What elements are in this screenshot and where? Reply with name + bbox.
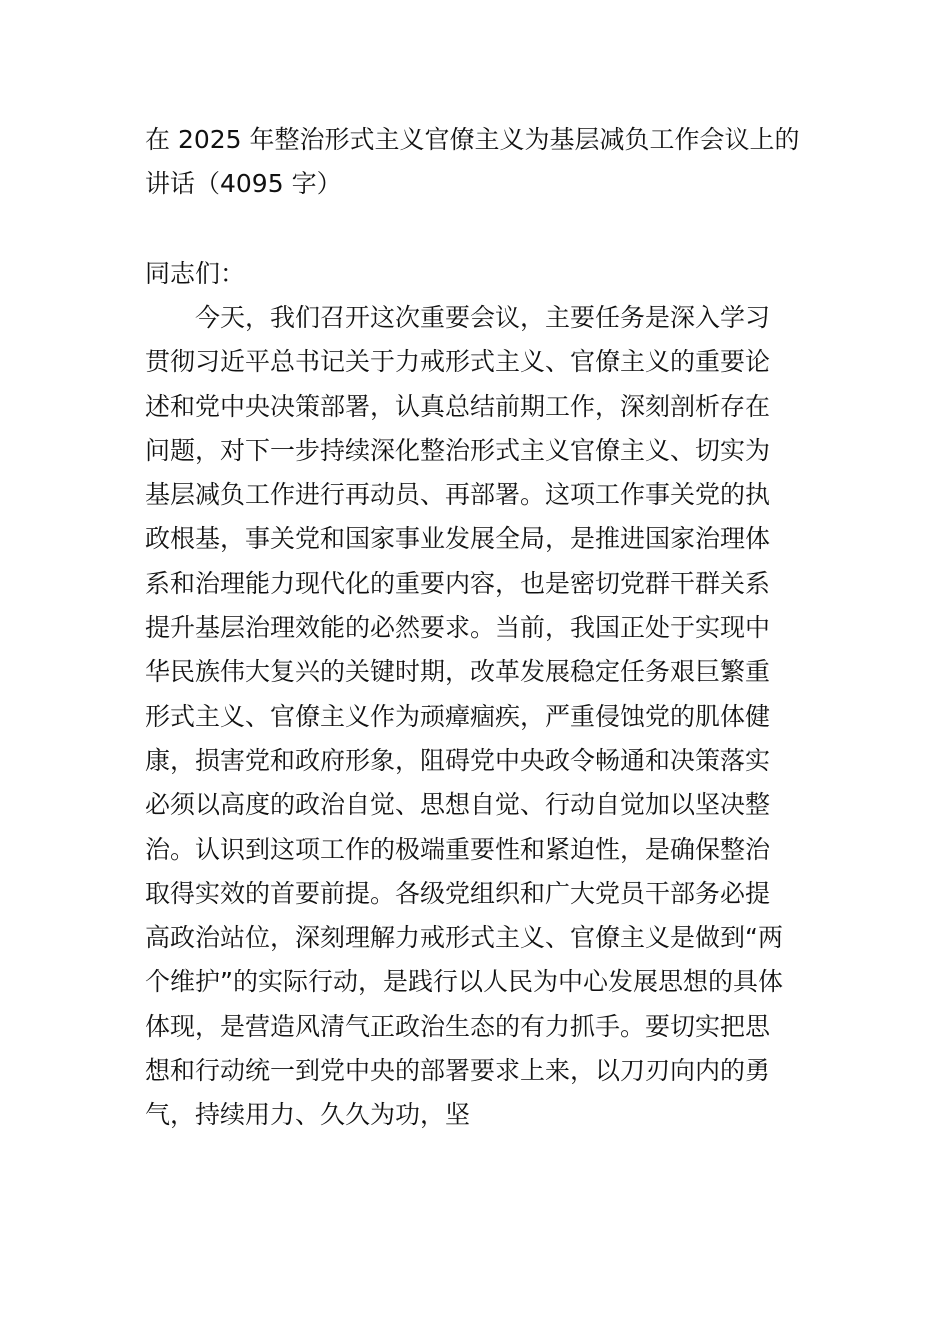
body-line: 今天，我们召开这次重要会议，主要任务是深入学习 bbox=[195, 303, 771, 332]
title-line-2: 讲话（4095 字） bbox=[145, 169, 342, 198]
body-line: 想和行动统一到党中央的部署要求上来，以刀刃向内的勇 bbox=[145, 1056, 771, 1086]
salutation: 同志们： bbox=[145, 259, 246, 288]
body-line: 华民族伟大复兴的关键时期，改革发展稳定任务艰巨繁重 bbox=[145, 657, 771, 687]
document-title bbox=[145, 118, 815, 206]
body-line: 系和治理能力现代化的重要内容，也是密切党群干群关系 bbox=[145, 568, 771, 598]
body-line: 治。认识到这项工作的极端重要性和紧迫性，是确保整治 bbox=[145, 834, 771, 864]
body-line: 高政治站位，深刻理解力戒形式主义、官僚主义是做到“两 bbox=[145, 923, 783, 953]
body-line: 政根基，事关党和国家事业发展全局，是推进国家治理体 bbox=[145, 524, 771, 554]
body-line: 形式主义、官僚主义作为顽瘴痼疾，严重侵蚀党的肌体健 bbox=[145, 701, 771, 731]
title-line-1: 在 2025 年整治形式主义官僚主义为基层减负工作会议上的 bbox=[145, 125, 800, 154]
body-line: 贯彻习近平总书记关于力戒形式主义、官僚主义的重要论 bbox=[145, 347, 771, 377]
body-line: 必须以高度的政治自觉、思想自觉、行动自觉加以坚决整 bbox=[145, 790, 771, 820]
body-line: 气，持续用力、久久为功，坚 bbox=[145, 1100, 471, 1130]
body-line: 提升基层治理效能的必然要求。当前，我国正处于实现中 bbox=[145, 613, 771, 643]
speech-body bbox=[145, 296, 815, 1138]
body-line: 康，损害党和政府形象，阻碍党中央政令畅通和决策落实 bbox=[145, 745, 771, 775]
body-line: 基层减负工作进行再动员、再部署。这项工作事关党的执 bbox=[145, 480, 771, 510]
body-line: 述和党中央决策部署，认真总结前期工作，深刻剖析存在 bbox=[145, 391, 771, 421]
body-line: 个维护”的实际行动，是践行以人民为中心发展思想的具体 bbox=[145, 967, 783, 997]
body-line: 体现，是营造风清气正政治生态的有力抓手。要切实把思 bbox=[145, 1011, 771, 1041]
body-line: 问题，对下一步持续深化整治形式主义官僚主义、切实为 bbox=[145, 435, 771, 465]
body-line: 取得实效的首要前提。各级党组织和广大党员干部务必提 bbox=[145, 878, 771, 908]
